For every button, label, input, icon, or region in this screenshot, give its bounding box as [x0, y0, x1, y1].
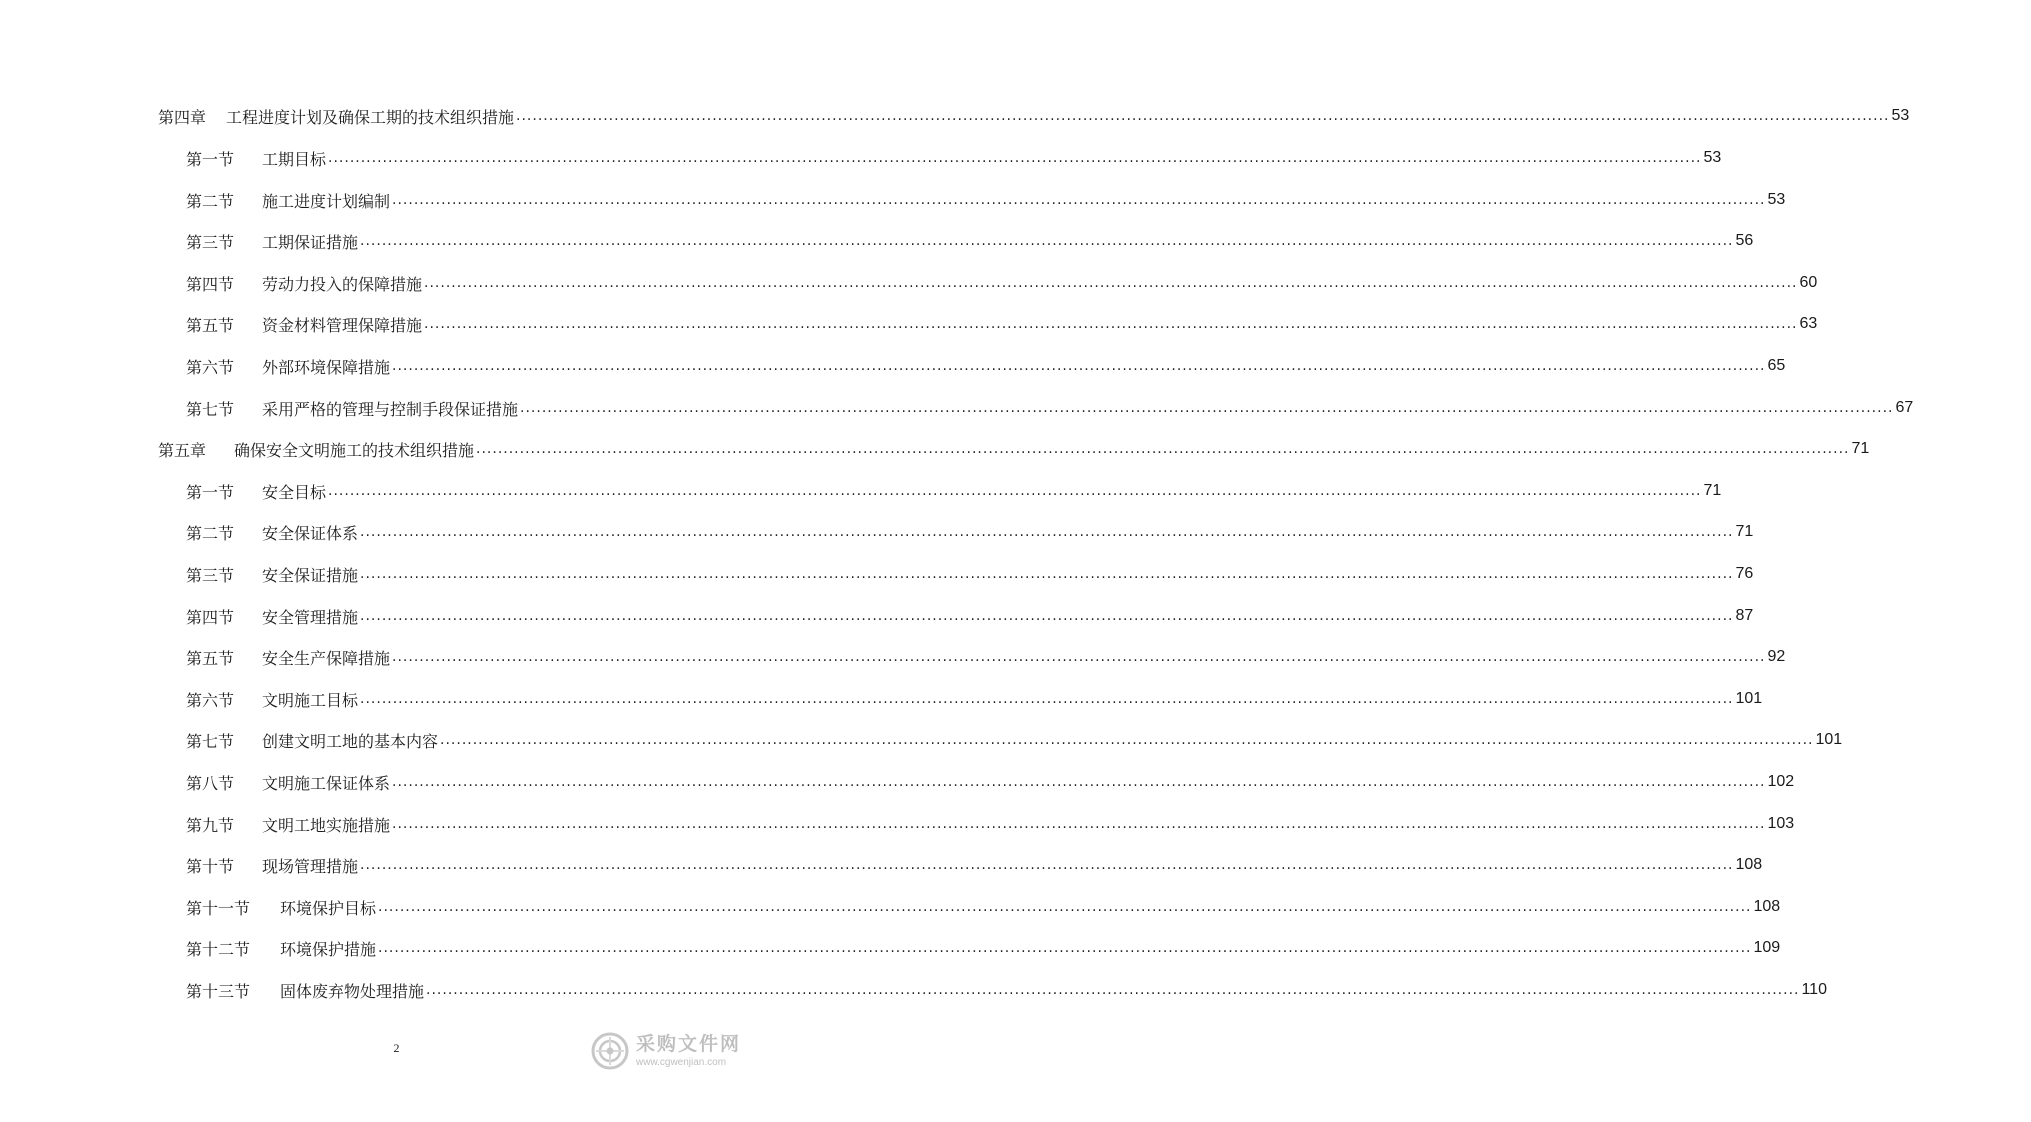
dot-leader: [424, 316, 1797, 332]
section-number: 第三节: [186, 232, 235, 252]
section-title: 安全保证体系: [262, 523, 359, 543]
page-ref: 65: [1767, 357, 1786, 374]
section-number: 第七节: [186, 731, 235, 751]
dot-leader: [440, 732, 1813, 748]
dot-leader: [328, 483, 1701, 499]
toc-entry-section[interactable]: [0, 143, 1839, 173]
page-ref: 63: [1799, 315, 1818, 332]
toc-entry-section[interactable]: [0, 725, 1960, 755]
watermark: [590, 1028, 750, 1074]
dot-leader: [378, 899, 1751, 915]
dot-leader: [360, 691, 1733, 707]
toc-entry-section[interactable]: [0, 809, 1912, 839]
section-number: 第二节: [186, 191, 235, 211]
page-ref: 71: [1703, 482, 1722, 499]
page-ref: 101: [1735, 690, 1763, 707]
section-number: 第六节: [186, 690, 235, 710]
dot-leader: [516, 108, 1889, 124]
section-title: 安全保证措施: [262, 565, 359, 585]
toc-entry-section[interactable]: [0, 309, 1935, 339]
dot-leader: [476, 441, 1849, 457]
section-title: 环境保护措施: [280, 939, 377, 959]
chapter-title: 确保安全文明施工的技术组织措施: [234, 440, 475, 460]
dot-leader: [392, 649, 1765, 665]
toc-entry-chapter-4[interactable]: [0, 101, 2027, 131]
page-ref: 101: [1815, 731, 1843, 748]
section-number: 第十二节: [186, 939, 251, 959]
page-ref: 56: [1735, 232, 1754, 249]
section-title: 安全目标: [262, 482, 327, 502]
page-ref: 108: [1735, 856, 1763, 873]
section-title: 固体废弃物处理措施: [280, 981, 425, 1001]
section-title: 资金材料管理保障措施: [262, 315, 423, 335]
section-number: 第八节: [186, 773, 235, 793]
toc-entry-section[interactable]: [0, 226, 1871, 256]
toc-entry-section[interactable]: [0, 601, 1871, 631]
section-number: 第三节: [186, 565, 235, 585]
dot-leader: [392, 774, 1765, 790]
section-number: 第一节: [186, 149, 235, 169]
section-title: 工期目标: [262, 149, 327, 169]
dot-leader: [520, 400, 1893, 416]
section-title: 施工进度计划编制: [262, 191, 391, 211]
page-ref: 109: [1753, 939, 1781, 956]
section-number: 第四节: [186, 274, 235, 294]
chapter-title: 工程进度计划及确保工期的技术组织措施: [226, 107, 515, 127]
dot-leader: [360, 566, 1733, 582]
page-ref: 76: [1735, 565, 1754, 582]
section-title: 文明施工保证体系: [262, 773, 391, 793]
section-number: 第二节: [186, 523, 235, 543]
toc-entry-section[interactable]: [0, 767, 1912, 797]
section-title: 工期保证措施: [262, 232, 359, 252]
toc-entry-section[interactable]: [0, 393, 2031, 423]
dot-leader: [426, 982, 1799, 998]
dot-leader: [360, 233, 1733, 249]
dot-leader: [360, 524, 1733, 540]
page-ref: 103: [1767, 815, 1795, 832]
dot-leader: [360, 608, 1733, 624]
toc-entry-section[interactable]: [0, 268, 1935, 298]
section-title: 文明工地实施措施: [262, 815, 391, 835]
page-number: 2: [393, 1041, 400, 1055]
section-title: 安全管理措施: [262, 607, 359, 627]
dot-leader: [360, 857, 1733, 873]
page-ref: 87: [1735, 607, 1754, 624]
toc-entry-section[interactable]: [0, 351, 1903, 381]
dot-leader: [392, 358, 1765, 374]
page-ref: 53: [1767, 191, 1786, 208]
section-title: 采用严格的管理与控制手段保证措施: [262, 399, 519, 419]
toc-entry-section[interactable]: [0, 559, 1871, 589]
toc-entry-section[interactable]: [0, 933, 1898, 963]
toc-entry-section[interactable]: [0, 975, 1945, 1005]
toc-entry-section[interactable]: [0, 892, 1898, 922]
watermark-url: www.cgwenjian.com: [636, 1056, 727, 1068]
section-number: 第五节: [186, 315, 235, 335]
section-number: 第十三节: [186, 981, 251, 1001]
section-number: 第一节: [186, 482, 235, 502]
toc-entry-section[interactable]: [0, 850, 1880, 880]
watermark-logo-icon: [590, 1031, 630, 1071]
watermark-name: 采购文件网: [636, 1032, 742, 1055]
dot-leader: [424, 275, 1797, 291]
toc-entry-section[interactable]: [0, 642, 1903, 672]
page-ref: 67: [1895, 399, 1914, 416]
section-title: 文明施工目标: [262, 690, 359, 710]
toc-entry-chapter-5[interactable]: [0, 434, 1987, 464]
dot-leader: [378, 940, 1751, 956]
section-number: 第十一节: [186, 898, 251, 918]
page-ref: 110: [1801, 981, 1827, 998]
page-ref: 71: [1735, 523, 1754, 540]
page-ref: 108: [1753, 898, 1781, 915]
toc-entry-section[interactable]: [0, 517, 1871, 547]
toc-entry-section[interactable]: [0, 684, 1880, 714]
section-title: 环境保护目标: [280, 898, 377, 918]
section-number: 第七节: [186, 399, 235, 419]
section-number: 第四节: [186, 607, 235, 627]
page-ref: 53: [1891, 107, 1910, 124]
page-ref: 92: [1767, 648, 1786, 665]
toc-entry-section[interactable]: [0, 476, 1839, 506]
section-number: 第十节: [186, 856, 235, 876]
page-ref: 102: [1767, 773, 1795, 790]
chapter-number: 第四章: [158, 107, 207, 127]
dot-leader: [392, 816, 1765, 832]
section-title: 现场管理措施: [262, 856, 359, 876]
section-title: 安全生产保障措施: [262, 648, 391, 668]
section-title: 外部环境保障措施: [262, 357, 391, 377]
section-number: 第五节: [186, 648, 235, 668]
chapter-number: 第五章: [158, 440, 207, 460]
page-ref: 53: [1703, 149, 1722, 166]
page-ref: 71: [1851, 440, 1870, 457]
toc-entry-section[interactable]: [0, 185, 1903, 215]
section-title: 创建文明工地的基本内容: [262, 731, 439, 751]
page-ref: 60: [1799, 274, 1818, 291]
section-number: 第六节: [186, 357, 235, 377]
section-title: 劳动力投入的保障措施: [262, 274, 423, 294]
dot-leader: [328, 150, 1701, 166]
dot-leader: [392, 192, 1765, 208]
section-number: 第九节: [186, 815, 235, 835]
